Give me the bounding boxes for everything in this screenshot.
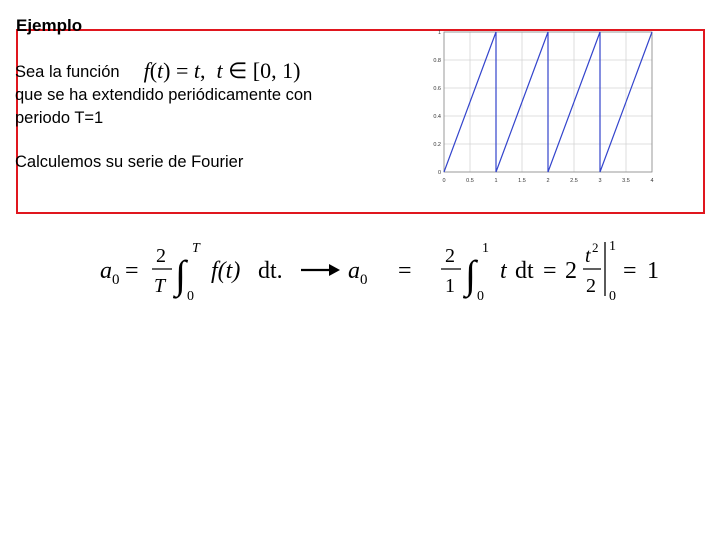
eq-eval-lower: 0: [609, 289, 616, 304]
eq-eval-upper: 1: [609, 239, 616, 254]
eq-equals-1: =: [125, 258, 139, 284]
statement-line-2: que se ha extendido periódicamente con: [15, 86, 313, 104]
plot-x-tick-label: 4: [650, 178, 654, 184]
eq-dt-1: dt.: [258, 258, 283, 284]
eq-t-squared: t: [585, 245, 591, 267]
eq-frac-num: 2: [156, 245, 166, 267]
a0-equation: [95, 232, 695, 312]
plot-series: [444, 32, 652, 172]
eq-equals-2: =: [398, 258, 412, 284]
plot-x-tick-label: 1: [494, 178, 498, 184]
statement-line-1: Sea la función: [15, 63, 120, 81]
problem-statement: [15, 58, 375, 130]
eq-coef-2: 2: [565, 258, 577, 284]
plot-x-tick-label: 0: [442, 178, 446, 184]
eq-int-lower-2: 0: [477, 289, 484, 304]
sawtooth-plot: [420, 24, 665, 184]
eq-exp-2: 2: [592, 240, 599, 255]
eq-a0-sub: 0: [112, 272, 120, 288]
eq-int-upper-2: 1: [482, 241, 489, 256]
plot-y-tick-label: 0.8: [433, 58, 441, 64]
plot-tick-labels: [433, 30, 653, 184]
plot-y-tick-label: 1: [437, 30, 441, 36]
eq-equals-3: =: [543, 258, 557, 284]
eq-frac-den: T: [154, 275, 166, 297]
eq-result: 1: [647, 258, 659, 284]
plot-x-tick-label: 2: [546, 178, 550, 184]
eq-f-of-t: f(t): [211, 258, 241, 284]
plot-x-tick-label: 1.5: [518, 178, 526, 184]
eq-int-upper-1: T: [192, 241, 200, 256]
eq-t: t: [500, 258, 507, 284]
statement-line-3: periodo T=1: [15, 109, 104, 127]
plot-x-tick-label: 0.5: [466, 178, 474, 184]
function-definition: f(t) = t, t ∈ [0, 1): [143, 58, 301, 83]
eq-integral-1: ∫: [175, 252, 186, 297]
eq-equals-4: =: [623, 258, 637, 284]
plot-y-tick-label: 0.2: [433, 142, 441, 148]
plot-y-tick-label: 0.6: [433, 86, 441, 92]
plot-x-tick-label: 2.5: [570, 178, 578, 184]
eq-dt-2: dt: [515, 258, 534, 284]
eq-a0-sub-right: 0: [360, 272, 368, 288]
fourier-instruction: Calculemos su serie de Fourier: [15, 153, 244, 171]
plot-x-tick-label: 3.5: [622, 178, 630, 184]
eq-integral-2: ∫: [465, 252, 476, 297]
eq-a0-right: a: [348, 258, 360, 284]
eq-frac2-den: 1: [445, 275, 455, 297]
plot-series-line-0: [444, 32, 652, 172]
eq-a0-left: a: [100, 258, 112, 284]
plot-x-tick-label: 3: [598, 178, 602, 184]
plot-y-tick-label: 0: [437, 170, 441, 176]
eq-frac3-den: 2: [586, 275, 596, 297]
eq-int-lower-1: 0: [187, 289, 194, 304]
plot-y-tick-label: 0.4: [433, 114, 441, 120]
slide-title: Ejemplo: [16, 16, 83, 35]
eq-frac2-num: 2: [445, 245, 455, 267]
